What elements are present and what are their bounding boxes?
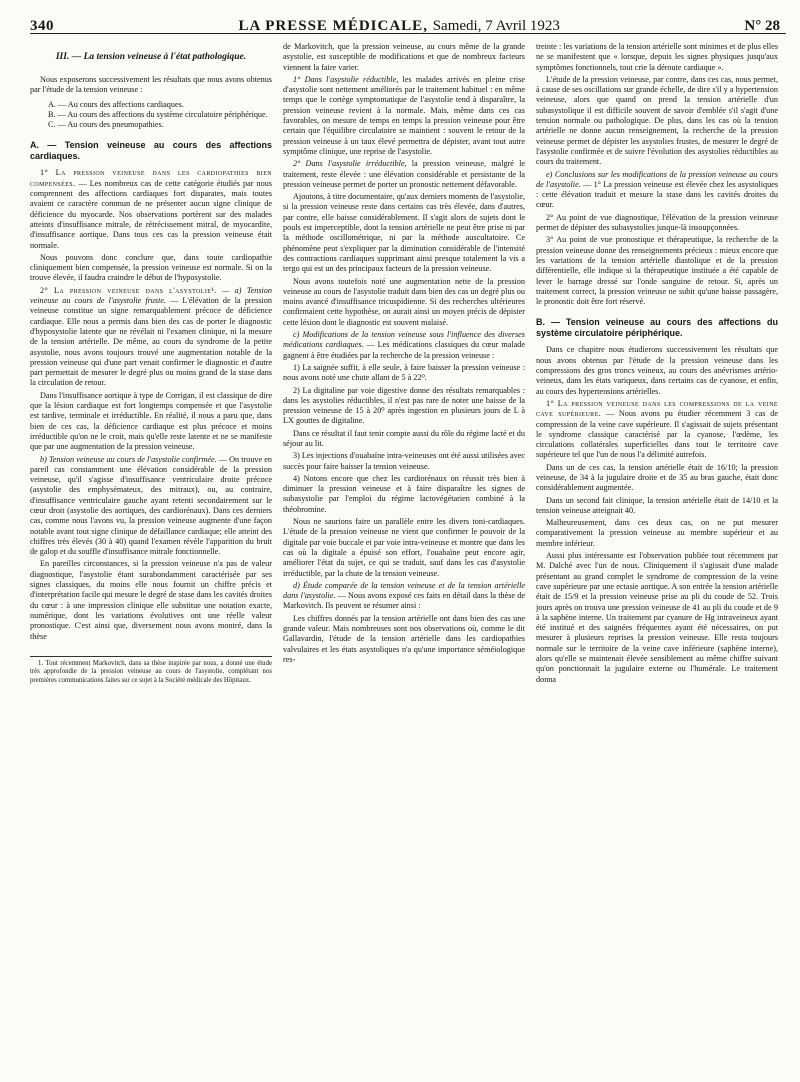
issue-date: Samedi, 7 Avril 1923: [432, 18, 560, 34]
list-item: B. — Au cours des affections du système circulatoire périphérique.: [48, 109, 268, 119]
paragraph: L'étude de la pression veineuse, par contre, dans ces cas, nous permet, à cause de ses oscillations sur grande échelle, de dire s'il y a hypertension veineuse, alors que quand on prend la tension artérielle d'un subasystolique il est difficile souvent de savoir d'emblée s'il s'agit d'une tension normale ou pathologique. De plus, dans les cas où la tension artérielle ne donne aucun renseignement, la recherche de la pression veineuse permet de dépister les asystolies frustes, de mesurer le degré de l'asystolie confirmée et de suivre l'évolution des asystolies réductibles au cours du traitement.: [536, 74, 778, 167]
paragraph: Les chiffres donnés par la tension artérielle ont dans bien des cas une grande valeur. Mais nombreuses sont nos observations où, comme le dit Gallavardin, l'étude de la tension artérielle dans les cardiopathies valvulaires et les états asystoliques n'a qu'une importance séméiologique res-: [283, 613, 525, 664]
column-3: [536, 42, 778, 1072]
paragraph: [30, 286, 272, 389]
paragraph: En pareilles circonstances, si la pression veineuse n'a pas de valeur diagnostique, l'asystolie étant surabondamment caractérisée par ses signes classiques, du moins elle nous fournit un chiffre précis et d'interprétation facile qui mesure le degré de stase dans les cavités droites du cœur : à une impression clinique elle substitue une notation exacte, numérique, dont les variations évolutives ont une réelle valeur pronostique. C'est ainsi que, diversement nous avons montré, dans la thèse: [30, 559, 272, 641]
paragraph-text: la pression veineuse, malgré le traitement, reste élevée : une élévation considérable et persistante de la pression veineuse permet de porter un pronostic nettement défavorable.: [283, 159, 525, 189]
paragraph: Ajoutons, à titre documentaire, qu'aux derniers moments de l'asystolie, si la pression veineuse reste dans certains cas très élevée, dans d'autres, par contre, elle baisse considérablement. Il s'agit alors de sujets dont le pouls est imperceptible, dont la tension artérielle ne peut être prise ni par la méthode oscillométrique, ni par la méthode auscultatoire. Ce phénomène peut s'expliquer par la diminution considérable de l'intensité des contractions cardiaques supprimant ainsi presque totalement la vis a tergo qui est un des principaux facteurs de la pression veineuse.: [283, 192, 525, 274]
column-2: [283, 42, 525, 1072]
journal-title: [238, 18, 559, 35]
paragraph: Malheureusement, dans ces deux cas, on ne put mesurer comparativement la pression veineuse au membre supérieur et au membre inférieur.: [536, 518, 778, 548]
run-in-subheading: b) Tension veineuse au cours de l'asystolie confirmée.: [40, 454, 217, 464]
list-item: A. — Au cours des affections cardiaques.: [48, 99, 184, 109]
subsection-heading: B. — Tension veineuse au cours des affections du système circulatoire périphérique.: [536, 317, 778, 339]
paragraph: [283, 75, 525, 157]
run-in-subheading: — a) Tension veineuse au cours de l'asystolie fruste.: [30, 285, 272, 306]
run-in-subheading: c) Modifications de la tension veineuse sous l'influence des diverses médications cardiaques.: [283, 330, 525, 350]
paragraph-text: — Les médications classiques du cœur malade gagnent à être étudiées par la recherche de la pression veineuse :: [283, 340, 525, 360]
paragraph: Dans l'insuffisance aortique à type de Corrigan, il est classique de dire que la lésion cardiaque est fort longtemps compensée et que l'asystolie est tardive, terminale et irréductible. En réalité, il nous a paru que, dans bien de ces cas, la déficience cardiaque est plus précoce et moins irréductible qu'on ne le croit, mais qu'elle reste latente et ne se manifeste que par une augmentation de la pression veineuse.: [30, 390, 272, 452]
run-in-heading: 2° Dans l'asystolie irréductible,: [293, 159, 407, 169]
paragraph: Dans un second fait clinique, la tension artérielle était de 14/10 et la tension veineuse atteignait 40.: [536, 495, 778, 515]
subsection-heading: A. — Tension veineuse au cours des affections cardiaques.: [30, 140, 272, 162]
paragraph-text: — 1° La pression veineuse est élevée chez les asystoliques : cette élévation traduit et mesure la stase dans les cavités droites du cœur.: [536, 179, 778, 210]
list-item: C. — Au cours des pneumopathies.: [48, 120, 164, 130]
paragraph: 2° Au point de vue diagnostique, l'élévation de la pression veineuse permet de dépister des subasystolies jusque-là insoupçonnées.: [536, 212, 778, 233]
paragraph: Nous avons toutefois noté une augmentation nette de la pression veineuse au cours de l'asystolie traduit dans bien des cas un degré plus ou moins avancé d'insuffisance tricuspidienne. Si des recherches ultérieures confirmaient cette hypothèse, on aurait ainsi un moyen précis de dépister cette lésion dont le diagnostic est souvent malaisé.: [283, 276, 525, 327]
issue-number: N° 28: [744, 18, 780, 34]
page-number: 340: [30, 18, 54, 34]
run-in-heading: 2° La pression veineuse dans l'asystolie¹.: [40, 285, 217, 295]
paragraph: [536, 399, 778, 461]
paragraph: Nous exposerons successivement les résultats que nous avons obtenus par l'étude de la tension veineuse :: [30, 75, 272, 95]
paragraph: [283, 581, 525, 612]
run-in-subheading: d) Étude comparée de la tension veineuse et de la tension artérielle dans l'asystolie.: [283, 580, 525, 601]
paragraph: [30, 455, 272, 558]
paragraph: 1) La saignée suffit, à elle seule, à faire baisser la pression veineuse : nous avons noté une chute allant de 5 à 22⁰.: [283, 362, 525, 383]
footnote-text: 1. Tout récemment Markovitch, dans sa thèse inspirée par nous, a donné une étude très approfondie de la pression veineuse au cours de l'asystolie, complétant nos premières communications faites sur ce sujet à la Société médicale des Hôpitaux.: [30, 659, 272, 684]
paragraph: Nous pouvons donc conclure que, dans toute cardiopathie cliniquement bien compensée, la pression veineuse est normale. Si on la trouve élevée, il faudra craindre le début de l'hyposystolie.: [30, 252, 272, 283]
footnote: [30, 656, 272, 685]
paragraph: 3° Au point de vue pronostique et thérapeutique, la recherche de la pression veineuse donne des renseignements précieux : mieux encore que les variations de la tension artérielle diastolique et de la pression différentielle, elle indique si la thérapeutique instituée a été capable de lever le barrage dressé sur l'onde sanguine de retour. Si, après un traitement correct, la pression veineuse ne subit qu'une baisse passagère, le pronostic doit être fort réservé.: [536, 235, 778, 307]
paragraph: Dans ce résultat il faut tenir compte aussi du rôle du régime lacté et du séjour au lit.: [283, 428, 525, 448]
section-title: III. — La tension veineuse à l'état pathologique.: [55, 52, 247, 62]
paragraph: de Markovitch, que la pression veineuse, au cours même de la grande asystolie, est susceptible de modifications et que de nombreux facteurs viennent la faire varier.: [283, 42, 525, 72]
paragraph: [30, 168, 272, 250]
paragraph: [283, 330, 525, 361]
journal-name: LA PRESSE MÉDICALE,: [238, 18, 428, 34]
paragraph: 3) Les injections d'ouabaïne intra-veineuses ont été aussi utilisées avec succès pour faire baisser la tension veineuse.: [283, 451, 525, 471]
paragraph: Nous ne saurions faire un parallèle entre les divers toni-cardiaques. L'étude de la pression veineuse ne vient que confirmer le pouvoir de la digitale par voie buccale et par voie intra-veineuse et montre que dans les cas où la digitale a épuisé son effort, l'ouabaïne peut encore agir, améliorer l'état du sujet, ce qui se traduit, sauf dans les cas d'asystolie irréductible, par la chute de la tension veineuse.: [283, 517, 525, 578]
paragraph: [536, 170, 778, 211]
run-in-heading: 1° Dans l'asystolie réductible,: [293, 74, 399, 84]
section-list: [48, 100, 272, 131]
paragraph: treinte : les variations de la tension artérielle sont minimes et de plus elles ne se manifestent que « lorsque, depuis les signes physiques jusqu'aux symptômes fonctionnels, tout crie la déroute cardiaque ».: [536, 42, 778, 72]
column-1: [30, 42, 272, 1072]
paragraph-text: — On trouve en pareil cas constamment une élévation considérable de la pression veineuse, qu'il s'agisse d'insuffisance ventriculaire droite précoce (asystolie des emphysémateux, des mitraux), ou, au contraire, d'insuffisance ventriculaire gauche ayant retenti secondairement sur le cœur droit (asystolie des aortiques, des cardiorénaux). Dans ces derniers cas, comme nous l'avons vu, la pression veineuse augmente d'une façon notable avant tout signe clinique de défaillance cardiaque; elle atteint des chiffres très élevés (30 à 40) quand l'examen révèle l'apparition du bruit de galop et du souffle d'insuffisance mitrale fonctionnelle.: [30, 454, 272, 557]
paragraph: Dans ce chapitre nous étudierons successivement les résultats que nous avons obtenus par l'étude de la pression veineuse dans les compressions des gros troncs veineux, au cours des anévrismes artério-veineux, dans les états variqueux, dans certains cas de cyanose, et enfin, au cours des hypertensions artérielles.: [536, 345, 778, 396]
paragraph: [283, 159, 525, 190]
paragraph-text: les malades arrivés en pleine crise d'asystolie sont nettement améliorés par le traitement habituel : en même temps que le cortège symptomatique de l'asystolie tend à disparaître, la pression veineuse revient à la normale. Mais, même dans ces cas favorables, on mesure de temps en temps la pression veineuse pour être certain que l'équilibre circulatoire se maintient : souvent le retour de la pression veineuse à un taux élevé permettra de dépister, avant tout autre symptôme clinique, une reprise de l'asystolie.: [283, 74, 525, 156]
paragraph: Dans un de ces cas, la tension artérielle était de 16/10; la pression veineuse, de 34 à la jugulaire droite et de 35 au bras gauche, était donc considérablement augmentée.: [536, 462, 778, 493]
paragraph-text: — Nous avons exposé ces faits en détail dans la thèse de Markovitch. Ils peuvent se résumer ainsi :: [283, 591, 525, 611]
paragraph-text: — Nous avons pu étudier récemment 3 cas de compression de la veine cave supérieure. Il s'agissait de sujets présentant le syndrome classique caractérisé par la cyanose, l'œdème, les circulations collatérales superficielles dans tout le territoire cave supérieure tel que l'un de nous l'a délimité autrefois.: [536, 409, 778, 460]
run-in-heading: 1° La pression veineuse dans les cardiopathies bien compensées.: [30, 168, 272, 188]
running-header: [30, 4, 786, 34]
paragraph: 2) La digitaline par voie digestive donne des résultats remarquables : dans les asystolies réductibles, il n'est pas rare de noter une baisse de la pression veineuse de 15 à 20⁰ après ingestion en plusieurs jours de L à LX gouttes de digitaline.: [283, 385, 525, 426]
run-in-subheading: e) Conclusions sur les modifications de la pression veineuse au cours de l'asystolie.: [536, 169, 778, 189]
run-in-heading: 1° La pression veineuse dans les compressions de la veine cave supérieure.: [536, 398, 778, 419]
paragraph-text: — L'élévation de la pression veineuse constitue un signe remarquablement précoce de déficience cardiaque. Elle nous a permis dans bien des cas de porter le diagnostic d'hyposystolie latente que ne révélait ni l'examen clinique, ni la mesure de la tension artérielle. De même, au cours du syndrome de la petite asystolie, nous avons toujours trouvé une augmentation notable de la pression veineuse qui d'une part venait confirmer le diagnostic et d'autre part permettait de mesurer le degré plus ou moins grand de la stase dans la circulation de retour.: [30, 296, 272, 388]
paragraph: 4) Notons encore que chez les cardiorénaux on réussit très bien à diminuer la pression veineuse et à faire disparaître les signes de subasystolie par l'emploi du régime lactovégétarien combiné à la théobromine.: [283, 473, 525, 514]
paragraph-text: — Les nombreux cas de cette catégorie étudiés par nous comprennent des affections cardiaques fort disparates, mais toutes avaient ce caractère commun de ne présenter aucun signe clinique de déficience du myocarde. Nos observations portèrent sur des malades atteints d'insuffisance mitrale, de rétrécissement mitral, de myocardite, d'insuffisance aortique. Dans tous ces cas la pression veineuse était normale.: [30, 178, 272, 250]
paragraph: Aussi plus intéressante est l'observation publiée tout récemment par M. Dalché avec l'un de nous. Cliniquement il s'agissait d'une malade présentant au grand complet le syndrome de compression de la veine cave supérieure par une ectasie aortique. A son entrée la tension artérielle était de 15/9 et la pression veineuse prise au pli du coude de 52. Trois jours après on trouva une pression veineuse de 41 au pli du coude et de 9 à la saphène interne. Un traitement par cyanure de Hg intraveineux ayant été institué et des saignées fréquentes ayant été nécessaires, on put mesurer à plusieurs reprises la pression veineuse. Elle resta toujours normale sur le territoire de la veine cave inférieure (saphène interne), alors qu'elle se maintenait élevée sensiblement au même chiffre suivant qu'on ponctionnait la jugulaire externe ou l'humérale. Le traitement donna: [536, 551, 778, 684]
columns: [30, 42, 786, 1072]
